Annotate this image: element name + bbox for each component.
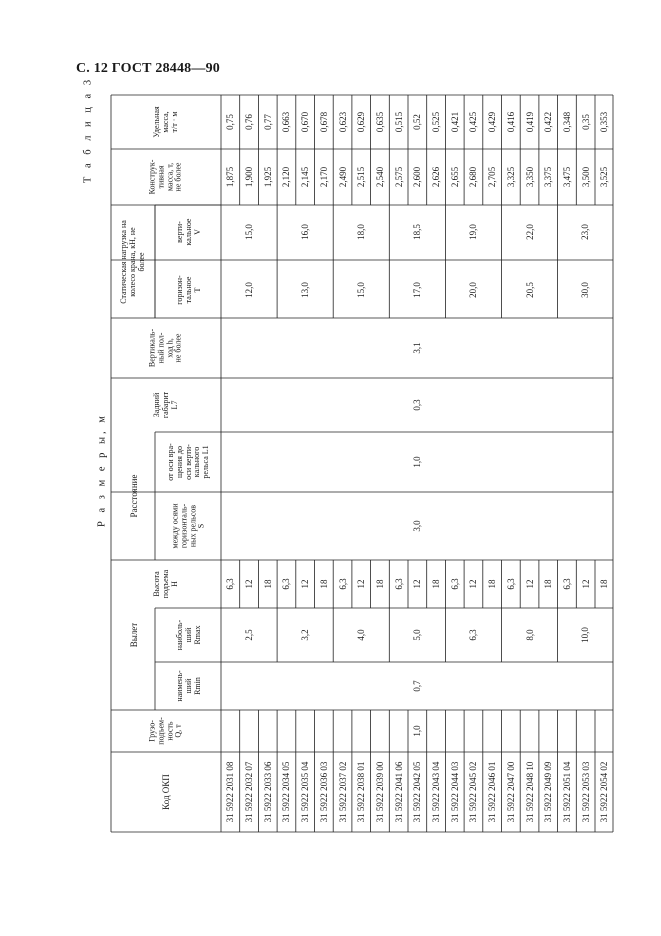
- row-mass: 3,500: [580, 166, 591, 188]
- row-code: 31 5922 2053 03: [580, 761, 591, 823]
- group-horizontal-load: 13,0: [300, 282, 311, 298]
- row-lift-height: 12: [244, 579, 255, 589]
- column-header-mass: Конструк- тивная масса, т, не более: [147, 159, 183, 195]
- row-specific-mass: 0,77: [262, 114, 273, 130]
- group-vertical-load: 23,0: [580, 224, 591, 240]
- column-header-vertical: верти- кальное V: [174, 218, 202, 246]
- capacity-value: 1,0: [412, 725, 422, 737]
- rear-clearance-value: 0,3: [412, 399, 422, 411]
- column-header-reach: Вылет: [129, 622, 139, 648]
- row-lift-height: 6,3: [393, 578, 404, 590]
- row-lift-height: 6,3: [561, 578, 572, 590]
- row-specific-mass: 0,429: [487, 111, 498, 133]
- row-specific-mass: 0,52: [412, 114, 423, 130]
- row-code: 31 5922 2047 00: [505, 761, 516, 823]
- row-code: 31 5922 2037 02: [337, 761, 348, 823]
- row-lift-height: 18: [543, 579, 554, 589]
- row-code: 31 5922 2031 08: [225, 761, 236, 823]
- group-reach-max: 6,3: [468, 629, 479, 641]
- group-vertical-load: 16,0: [300, 224, 311, 240]
- row-mass: 3,325: [505, 166, 516, 188]
- row-mass: 3,525: [599, 166, 609, 188]
- row-specific-mass: 0,416: [505, 111, 516, 133]
- column-header-reach-max: наиболь- ший Rmax: [174, 619, 202, 651]
- row-mass: 2,575: [393, 166, 404, 188]
- column-header-rotation-axis: от оси вра- щения до оси верти- кального рельса L1: [166, 443, 211, 481]
- row-lift-height: 6,3: [281, 578, 292, 590]
- row-mass: 2,626: [431, 166, 442, 188]
- row-lift-height: 6,3: [505, 578, 516, 590]
- row-specific-mass: 0,76: [244, 114, 255, 130]
- row-code: 31 5922 2046 01: [487, 761, 498, 823]
- row-specific-mass: 0,635: [374, 111, 385, 133]
- group-horizontal-load: 17,0: [412, 282, 423, 298]
- row-code: 31 5922 2039 00: [374, 761, 385, 823]
- group-vertical-load: 15,0: [244, 224, 255, 240]
- vertical-travel-value: 3,1: [412, 342, 422, 354]
- row-mass: 2,515: [356, 166, 367, 188]
- row-mass: 2,600: [412, 166, 423, 188]
- row-specific-mass: 0,425: [468, 111, 479, 133]
- row-specific-mass: 0,623: [337, 111, 348, 133]
- group-reach-max: 4,0: [356, 629, 367, 641]
- group-horizontal-load: 15,0: [356, 282, 367, 298]
- column-header-rail-axes: между осями горизонталь- ных рельсов S: [170, 503, 206, 549]
- row-mass: 2,170: [318, 166, 329, 188]
- row-mass: 2,490: [337, 166, 348, 188]
- row-code: 31 5922 2033 06: [262, 761, 273, 823]
- row-specific-mass: 0,35: [580, 114, 591, 130]
- row-mass: 1,925: [262, 166, 273, 188]
- row-code: 31 5922 2034 05: [281, 761, 292, 823]
- column-header-specific-mass: Удельная масса, т/т · м: [151, 106, 179, 138]
- row-lift-height: 18: [487, 579, 498, 589]
- group-vertical-load: 18,5: [412, 224, 423, 240]
- row-lift-height: 12: [356, 579, 367, 589]
- reach-min-value: 0,7: [412, 680, 422, 692]
- group-horizontal-load: 30,0: [580, 282, 591, 298]
- row-specific-mass: 0,629: [356, 111, 367, 133]
- row-mass: 2,145: [300, 166, 311, 188]
- row-mass: 2,680: [468, 166, 479, 188]
- page-title: С. 12 ГОСТ 28448—90: [76, 61, 220, 76]
- row-code: 31 5922 2044 03: [449, 761, 460, 823]
- row-code: 31 5922 2049 09: [543, 761, 554, 823]
- row-lift-height: 6,3: [337, 578, 348, 590]
- column-header-reach-min: наимень- ший Rmin: [174, 670, 202, 702]
- row-specific-mass: 0,419: [524, 111, 535, 133]
- row-code: 31 5922 2042 05: [412, 761, 423, 823]
- row-lift-height: 12: [524, 579, 535, 589]
- row-specific-mass: 0,670: [300, 111, 311, 133]
- row-code: 31 5922 2038 01: [356, 761, 367, 823]
- group-vertical-load: 22,0: [524, 224, 535, 240]
- row-mass: 2,655: [449, 166, 460, 188]
- column-header-vertical-travel: Вертикаль- ный пол- ход h, не более: [147, 328, 183, 368]
- group-reach-max: 8,0: [524, 629, 535, 641]
- group-reach-max: 3,2: [300, 629, 311, 641]
- group-horizontal-load: 20,5: [524, 282, 535, 298]
- row-mass: 3,475: [561, 166, 572, 188]
- rail-axes-value: 3,0: [412, 520, 422, 532]
- row-lift-height: 6,3: [449, 578, 460, 590]
- row-code: 31 5922 2054 02: [599, 761, 609, 823]
- group-reach-max: 2,5: [244, 629, 255, 641]
- row-mass: 3,375: [543, 166, 554, 188]
- row-specific-mass: 0,348: [561, 111, 572, 133]
- column-header-lift-height: Высота подъема H: [151, 569, 179, 599]
- row-lift-height: 18: [374, 579, 385, 589]
- row-lift-height: 12: [468, 579, 479, 589]
- row-lift-height: 18: [431, 579, 442, 589]
- group-reach-max: 5,0: [412, 629, 423, 641]
- column-header-wheel-load: Статическая нагрузка на колесо крана, кН, не более: [118, 220, 146, 304]
- row-specific-mass: 0,422: [543, 111, 554, 133]
- row-specific-mass: 0,515: [393, 111, 404, 133]
- row-code: 31 5922 2036 03: [318, 761, 329, 823]
- row-code: 31 5922 2048 10: [524, 761, 535, 823]
- row-code: 31 5922 2043 04: [431, 761, 442, 823]
- row-specific-mass: 0,525: [431, 111, 442, 133]
- column-header-capacity: Грузо- подъем- ность Q, т: [147, 717, 183, 745]
- row-specific-mass: 0,421: [449, 111, 460, 133]
- row-specific-mass: 0,75: [225, 114, 236, 130]
- column-header-rear-clearance: Задний габарит L7: [151, 391, 179, 419]
- table-number-caption: Т а б л и ц а 3: [82, 76, 94, 184]
- row-mass: 2,705: [487, 166, 498, 188]
- row-code: 31 5922 2051 04: [561, 761, 572, 823]
- row-mass: 2,120: [281, 166, 292, 188]
- row-code: 31 5922 2032 07: [244, 761, 255, 823]
- dimensions-caption: Р а з м е р ы, м: [96, 413, 108, 527]
- row-specific-mass: 0,663: [281, 111, 292, 133]
- row-specific-mass: 0,353: [599, 111, 609, 133]
- row-mass: 3,350: [524, 166, 535, 188]
- row-mass: 1,900: [244, 166, 255, 188]
- row-code: 31 5922 2035 04: [300, 761, 311, 823]
- row-lift-height: 18: [318, 579, 329, 589]
- group-vertical-load: 18,0: [356, 224, 367, 240]
- row-lift-height: 12: [580, 579, 591, 589]
- column-header-distance: Расстояние: [129, 474, 139, 518]
- row-specific-mass: 0,678: [318, 111, 329, 133]
- row-code: 31 5922 2041 06: [393, 761, 404, 823]
- row-code: 31 5922 2045 02: [468, 761, 479, 823]
- row-lift-height: 18: [599, 579, 609, 589]
- row-lift-height: 6,3: [225, 578, 236, 590]
- row-lift-height: 18: [262, 579, 273, 589]
- row-lift-height: 12: [300, 579, 311, 589]
- group-reach-max: 10,0: [580, 627, 591, 643]
- group-vertical-load: 19,0: [468, 224, 479, 240]
- row-lift-height: 12: [412, 579, 423, 589]
- row-mass: 1,875: [225, 166, 236, 188]
- row-mass: 2,540: [374, 166, 385, 188]
- column-header-code: Код ОКП: [161, 774, 171, 810]
- group-horizontal-load: 20,0: [468, 282, 479, 298]
- rotation-axis-value: 1,0: [412, 456, 422, 468]
- column-header-horizontal: горизон- тальное T: [174, 275, 202, 305]
- group-horizontal-load: 12,0: [244, 282, 255, 298]
